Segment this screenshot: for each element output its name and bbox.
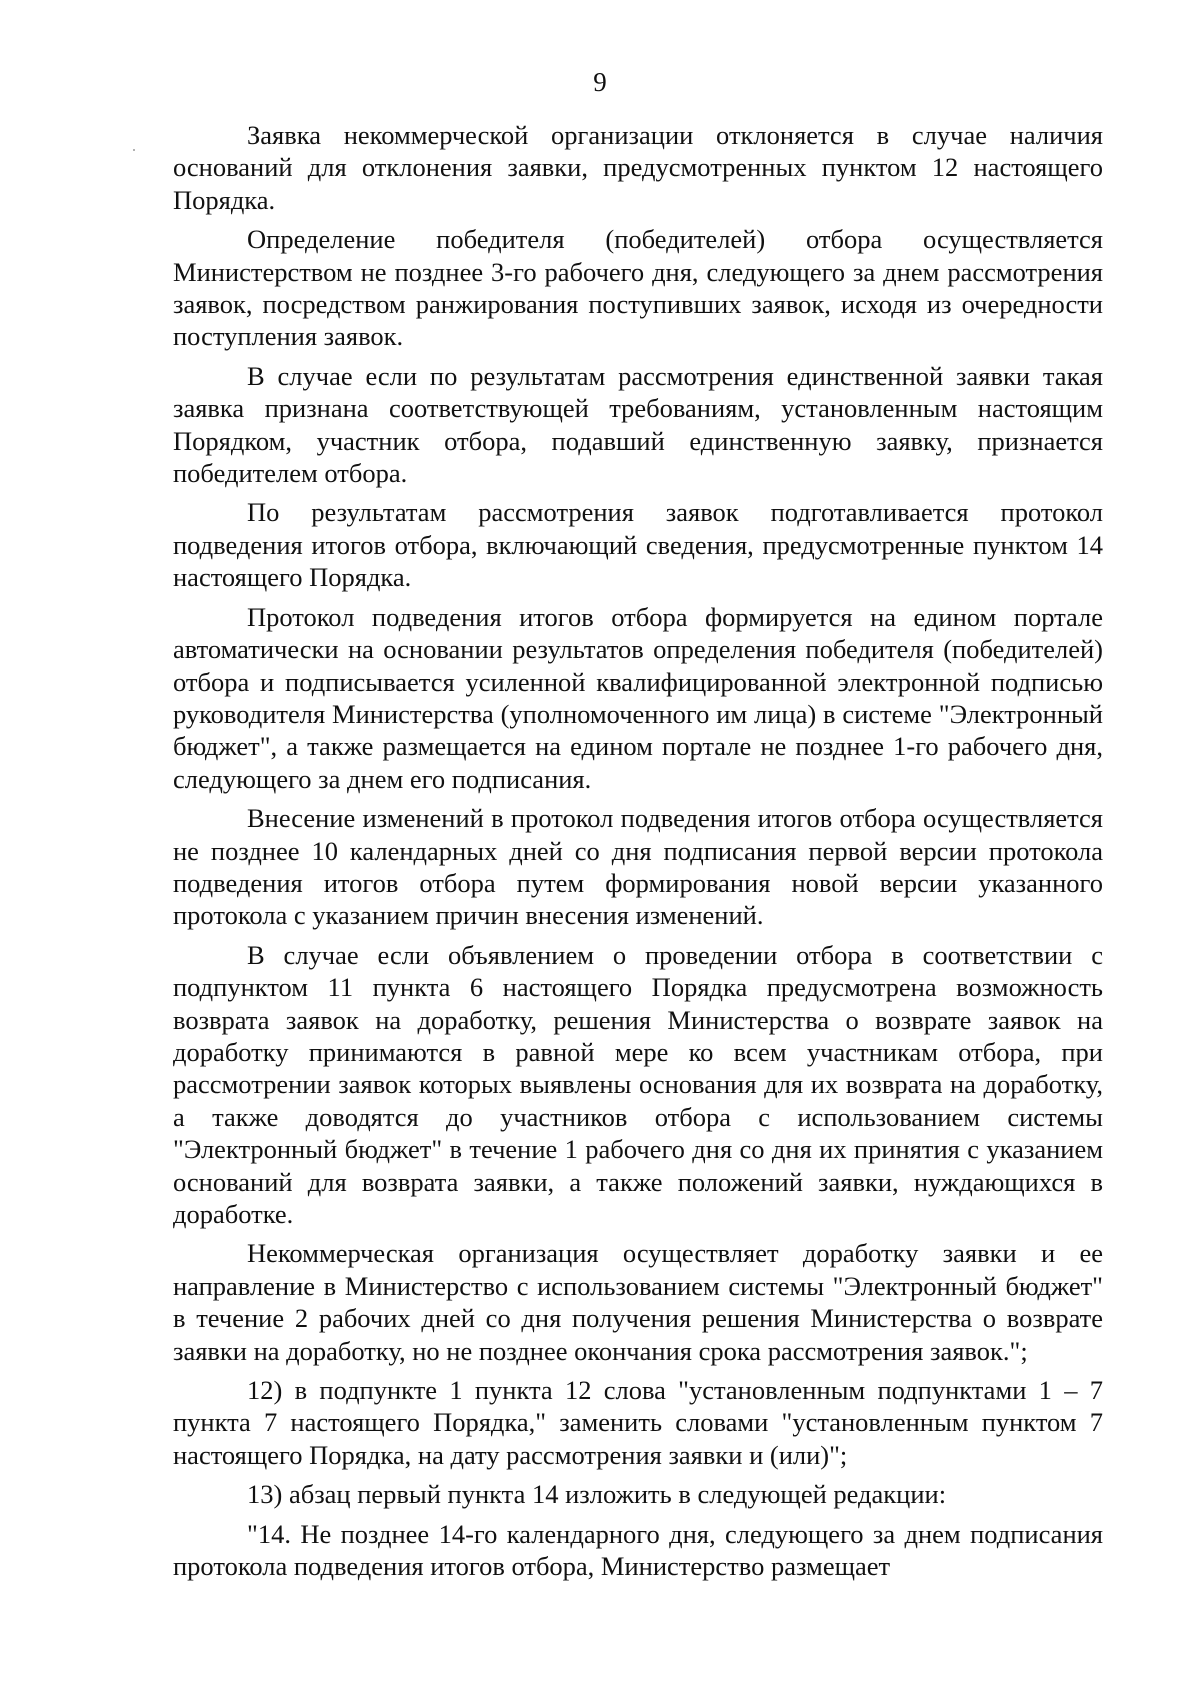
paragraph-results-protocol: По результатам рассмотрения заявок подготавливается протокол подведения итогов отбора, включающий сведения, предусмотренные пунктом 14 настоящего Порядка. [173, 497, 1103, 593]
paragraph-revision-by-organization: Некоммерческая организация осуществляет доработку заявки и ее направление в Министерство с использованием системы "Электронный бюджет" в течение 2 рабочих дней со дня получения решения Министерства о возврате заявки на доработку, но не позднее окончания срока рассмотрения заявок."; [173, 1238, 1103, 1366]
page-number: 9 [593, 67, 607, 97]
paragraph-protocol-formation: Протокол подведения итогов отбора формируется на едином портале автоматически на основании результатов определения победителя (победителей) отбора и подписывается усиленной квалифицированной электронной подписью руководителя Министерства (уполномоченного им лица) в системе "Электронный бюджет", а также размещается на едином портале не позднее 1-го рабочего дня, следующего за днем его подписания. [173, 601, 1103, 794]
paragraph-single-application: В случае если по результатам рассмотрения единственной заявки такая заявка признана соответствующей требованиям, установленным настоящим Порядком, участник отбора, подавший единственную заявку, признается победителем отбора. [173, 360, 1103, 489]
paragraph-winner-determination: Определение победителя (победителей) отбора осуществляется Министерством не позднее 3-го рабочего дня, следующего за днем рассмотрения заявок, посредством ранжирования поступивших заявок, исходя из очередности поступления заявок. [173, 224, 1103, 352]
paragraph-protocol-changes: Внесение изменений в протокол подведения итогов отбора осуществляется не позднее 10 календарных дней со дня подписания первой версии протокола подведения итогов отбора путем формирования новой версии указанного протокола с указанием причин внесения изменений. [173, 803, 1103, 931]
paragraph-return-for-revision: В случае если объявлением о проведении отбора в соответствии с подпунктом 11 пункта 6 настоящего Порядка предусмотрена возможность возврата заявок на доработку, решения Министерства о возврате заявок на доработку принимаются в равной мере ко всем участникам отбора, при рассмотрении заявок которых выявлены основания для их возврата на доработку, а также доводятся до участников отбора с использованием системы "Электронный бюджет" в течение 1 рабочего дня со дня их принятия с указанием оснований для возврата заявки, а также положений заявки, нуждающихся в доработке. [173, 939, 1103, 1229]
paragraph-item-12: 12) в подпункте 1 пункта 12 слова "установленным подпунктами 1 – 7 пункта 7 настоящего Порядка," заменить словами "установленным пунктом 7 настоящего Порядка, на дату рассмотрения заявки и (или)"; [173, 1375, 1103, 1470]
paragraph-item-13: 13) абзац первый пункта 14 изложить в следующей редакции: [247, 1479, 947, 1510]
scan-speck [133, 149, 135, 151]
document-body [173, 119, 1103, 1589]
paragraph-rejection: Заявка некоммерческой организации отклоняется в случае наличия оснований для отклонения заявки, предусмотренных пунктом 12 настоящего Порядка. [173, 120, 1103, 215]
paragraph-point-14: "14. Не позднее 14-го календарного дня, следующего за днем подписания протокола подведения итогов отбора, Министерство размещает [173, 1518, 1103, 1582]
